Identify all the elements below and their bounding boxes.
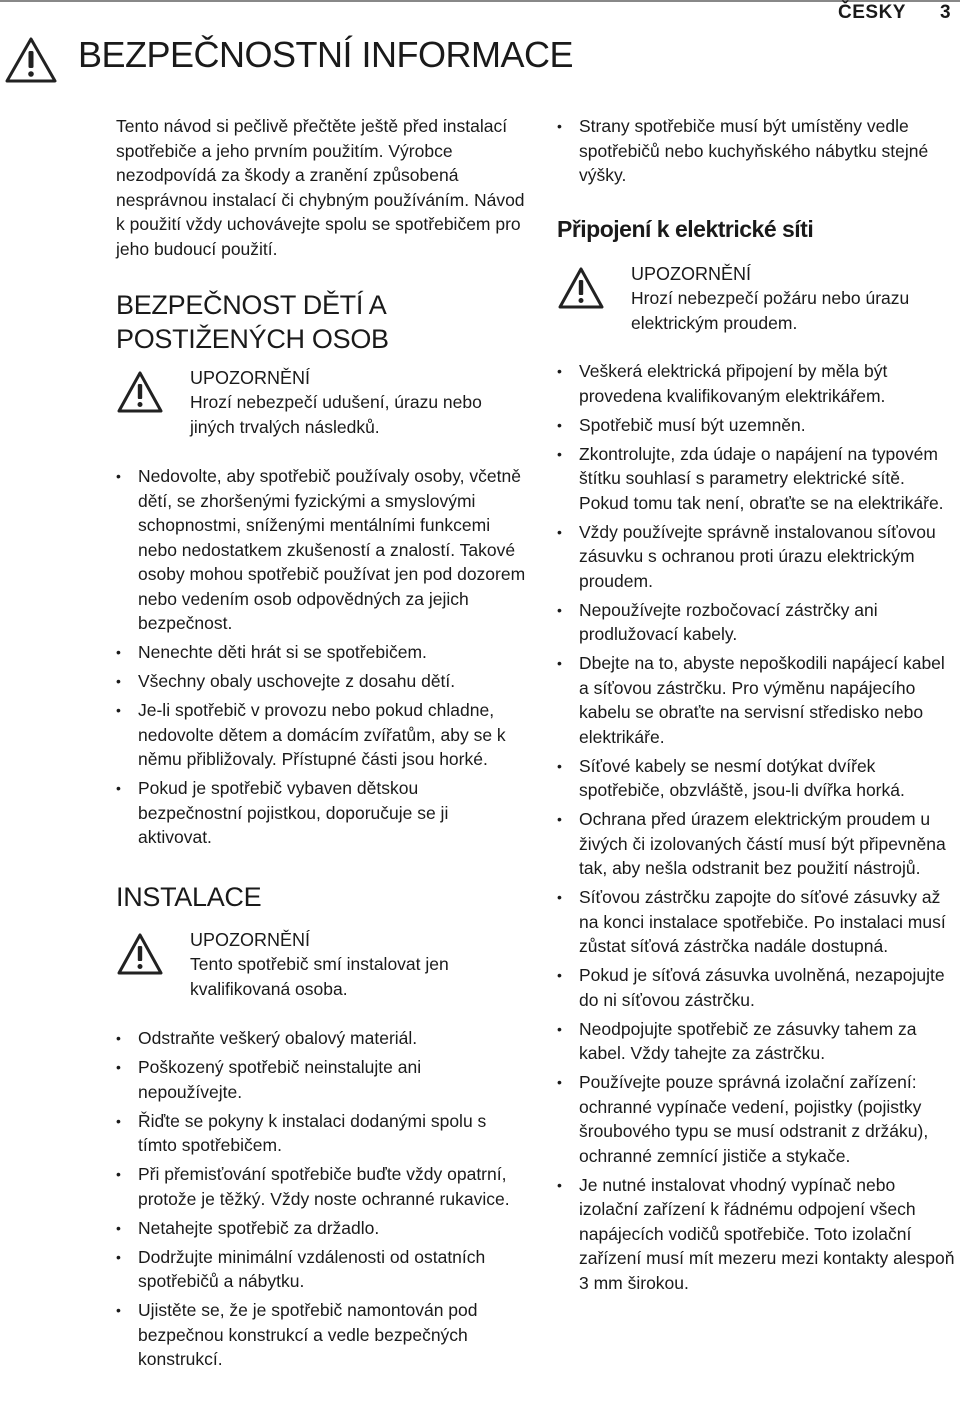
list-item: • Nepoužívejte rozbočovací zástrčky ani prodlužovací kabely. [557, 598, 957, 647]
section-children-title-line2: POSTIŽENÝCH OSOB [116, 324, 389, 354]
section-electric-title: Připojení k elektrické síti [557, 216, 814, 242]
warning-text: Hrozí nebezpečí udušení, úrazu nebo jiných trvalých následků. [190, 392, 482, 437]
list-item: • Řiďte se pokyny k instalaci dodanými spolu s tímto spotřebičem. [116, 1109, 526, 1158]
list-item: • Strany spotřebiče musí být umístěny vedle spotřebičů nebo kuchyňského nábytku stejné výšky. [557, 114, 957, 188]
list-item: • Neodpojujte spotřebič ze zásuvky tahem za kabel. Vždy tahejte za zástrčku. [557, 1017, 957, 1066]
section-children-title-line1: BEZPEČNOST DĚTÍ A [116, 290, 387, 320]
warning-box-children [116, 366, 526, 439]
warning-triangle-icon [557, 266, 605, 310]
list-item: • Nenechte děti hrát si se spotřebičem. [116, 640, 526, 665]
children-safety-list [116, 464, 526, 854]
install-list-continued [557, 114, 957, 192]
list-item: • Spotřebič musí být uzemněn. [557, 413, 957, 438]
warning-text: Hrozí nebezpečí požáru nebo úrazu elektrickým proudem. [631, 288, 910, 333]
list-item: • Dbejte na to, abyste nepoškodili napájecí kabel a síťovou zástrčku. Pro výměnu napájecího kabelu se obraťte na servisní středisko nebo elektrikáře. [557, 651, 957, 749]
warning-text: Tento spotřebič smí instalovat jen kvalifikovaná osoba. [190, 954, 449, 999]
list-item: • Pokud je síťová zásuvka uvolněná, nezapojujte do ni síťovou zástrčku. [557, 963, 957, 1012]
list-item: • Zkontrolujte, zda údaje o napájení na typovém štítku souhlasí s parametry elektrické sítě. Pokud tomu tak není, obraťte se na elektrikáře. [557, 442, 957, 516]
list-item: • Veškerá elektrická připojení by měla být provedena kvalifikovaným elektrikářem. [557, 359, 957, 408]
list-item: • Dodržujte minimální vzdálenosti od ostatních spotřebičů a nábytku. [116, 1245, 526, 1294]
warning-triangle-icon [116, 370, 164, 414]
list-item: • Pokud je spotřebič vybaven dětskou bezpečnostní pojistkou, doporučuje se ji aktivovat. [116, 776, 526, 850]
install-list [116, 1026, 526, 1376]
list-item: • Odstraňte veškerý obalový materiál. [116, 1026, 526, 1051]
warning-heading: UPOZORNĚNÍ [190, 930, 311, 950]
page-title: BEZPEČNOSTNÍ INFORMACE [78, 34, 574, 75]
section-children-title [116, 288, 526, 356]
warning-triangle-icon [116, 932, 164, 976]
warning-triangle-icon [4, 36, 58, 84]
list-item: • Poškozený spotřebič neinstalujte ani nepoužívejte. [116, 1055, 526, 1104]
intro-paragraph: Tento návod si pečlivě přečtěte ještě před instalací spotřebiče a jeho prvním použitím. Výrobce nezodpovídá za škody a zranění způsobená nesprávnou instalací či chybným používáním. Návod k použití vždy uchovávejte spolu se spotřebičem pro jeho budoucí použití. [116, 116, 525, 259]
electric-list [557, 359, 957, 1300]
list-item: • Netahejte spotřebič za držadlo. [116, 1216, 526, 1241]
list-item: • Používejte pouze správná izolační zařízení: ochranné vypínače vedení, pojistky (pojistky šroubového typu se musí odstranit z držáku), ochranné zemnící jističe a stykače. [557, 1070, 957, 1168]
list-item: • Ujistěte se, že je spotřebič namontován pod bezpečnou konstrukcí a vedle bezpečných konstrukcí. [116, 1298, 526, 1372]
page-number: 3 [940, 2, 951, 23]
warning-box-electric [557, 262, 960, 335]
list-item: • Všechny obaly uschovejte z dosahu dětí. [116, 669, 526, 694]
warning-box-install [116, 928, 526, 1001]
list-item: • Ochrana před úrazem elektrickým proudem u živých či izolovaných částí musí být připevněna tak, aby nešla odstranit bez použití nástrojů. [557, 807, 957, 881]
warning-heading: UPOZORNĚNÍ [190, 368, 311, 388]
list-item: • Při přemisťování spotřebiče buďte vždy opatrní, protože je těžký. Vždy noste ochranné rukavice. [116, 1162, 526, 1211]
header-rule [0, 0, 960, 2]
list-item: • Je-li spotřebič v provozu nebo pokud chladne, nedovolte dětem a domácím zvířatům, aby se k němu přibližovaly. Přístupné části jsou horké. [116, 698, 526, 772]
section-install-title: INSTALACE [116, 882, 262, 912]
list-item: • Nedovolte, aby spotřebič používaly osoby, včetně dětí, se zhoršenými fyzickými a smyslovými schopnostmi, sníženými mentálními funkcemi nebo nedostatkem zkušeností a znalostí. Takové osoby mohou spotřebič používat jen pod dozorem nebo vedením osob odpovědných za jejich bezpečnost. [116, 464, 526, 636]
list-item: • Je nutné instalovat vhodný vypínač nebo izolační zařízení k řádnému odpojení všech napájecích vodičů spotřebiče. Toto izolační zařízení musí mít mezeru mezi kontakty alespoň 3 mm širokou. [557, 1173, 957, 1296]
list-item: • Síťovou zástrčku zapojte do síťové zásuvky až na konci instalace spotřebiče. Po instalaci musí zůstat síťová zástrčka nadále dostupná. [557, 885, 957, 959]
warning-heading: UPOZORNĚNÍ [631, 264, 752, 284]
list-item: • Vždy používejte správně instalovanou síťovou zásuvku s ochranou proti úrazu elektrickým proudem. [557, 520, 957, 594]
language-label: ČESKY [838, 2, 906, 23]
list-item: • Síťové kabely se nesmí dotýkat dvířek spotřebiče, obzvláště, jsou-li dvířka horká. [557, 754, 957, 803]
